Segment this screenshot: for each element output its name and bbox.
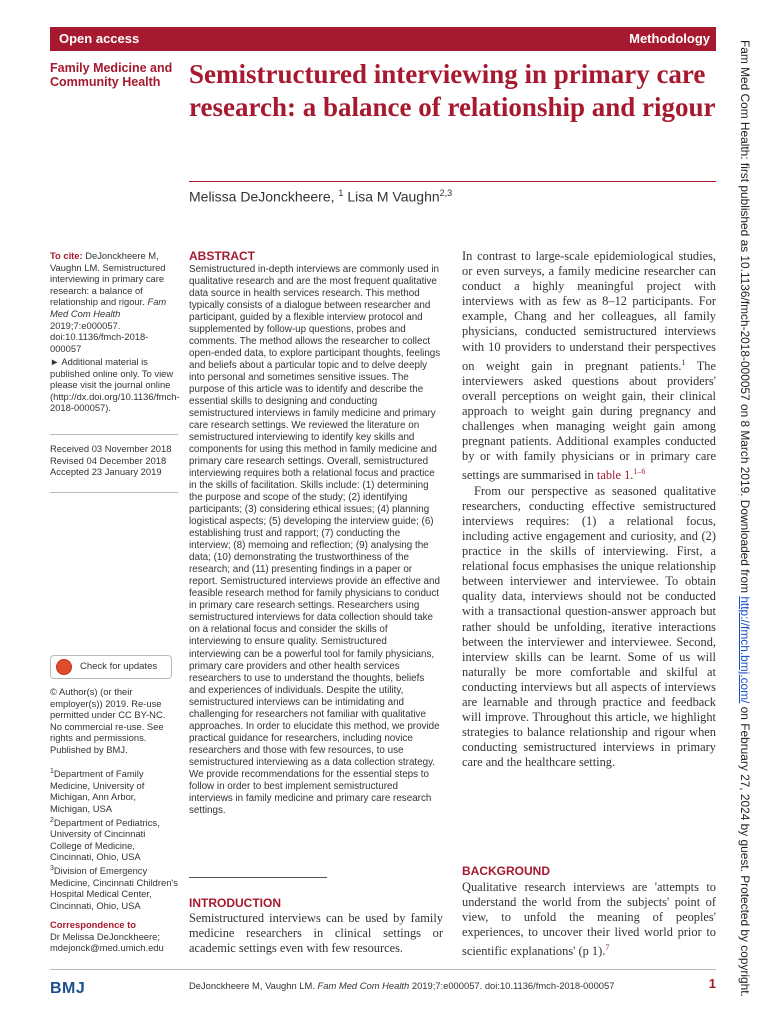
abstract-divider <box>189 877 327 878</box>
download-watermark: Fam Med Com Health: first published as 10.1136/fmch-2018-000057 on 8 March 2019. Downloaded from http://fmch.bmj.com/ on February 27, 2024 by guest. Protected by copyright. <box>738 40 752 997</box>
bmj-logo: BMJ <box>50 980 86 997</box>
affiliations <box>50 766 178 912</box>
introduction-heading: INTRODUCTION <box>189 896 281 910</box>
footer-divider <box>50 969 716 970</box>
correspondence-name: Dr Melissa DeJonckheere; <box>50 930 160 942</box>
license-note: © Author(s) (or their employer(s)) 2019. Re-use permitted under CC BY-NC. No commercial re-use. See rights and permissions. Published by BMJ. <box>50 686 166 755</box>
crossmark-icon <box>56 659 72 675</box>
citation-box <box>50 250 178 354</box>
cite-journal: Fam Med Com Health <box>50 296 167 319</box>
author-1-affil: 1 <box>338 188 344 198</box>
cite-ref: 2019;7:e000057. doi:10.1136/fmch-2018-000057 <box>50 319 149 354</box>
section-label: Methodology <box>629 31 710 46</box>
paragraph: In contrast to large-scale epidemiological studies, or even surveys, a family medicine researcher can conduct a highly meaningful project with interviews with as few as 8–12 participants. For example, Chang and her colleagues, all family physicians, conducted semistructured interviews with 10 providers to understand their perspectives on weight gain in pregnant patients.$^1$ The interviewers asked questions about providers' overall perceptions on weight gain, their clinical approach to weight gain during pregnancy and challenges when managing weight gain among pregnant patients. Additional examples conducted by or with family physicians or in primary care settings are summarised in table 1.$^{1-6}$ <box>462 249 717 483</box>
journal-link[interactable]: http://fmch.bmj.com/ <box>738 596 752 704</box>
cite-label: To cite: <box>50 250 83 261</box>
paragraph: From our perspective as seasoned qualitative researchers, conducting effective semistructured interviews requires: (1) a relational focus, including active engagement and curiosity, and (2) practice in the skills of interviewing. First, a relational focus emphasises the unique relationship between interviewer and interviewee. To obtain quality data, interviews should not be conducted with a transactional question-answer approach but rather should be unfolding, iterative interactions between the interviewer and interviewee. Second, interview skills can be learnt. Some of us will naturally be more comfortable and skilful at conducting interviews but all aspects of interviews are learnable and through practice and feedback will improve. Throughout this article, we highlight strategies to balance relationship and rigour when conducting semistructured interviews in primary care and the healthcare setting. <box>462 483 716 770</box>
author-2: Lisa M Vaughn <box>347 188 440 205</box>
cite-text: DeJonckheere M, Vaughn LM. Semistructured interviewing in primary care research: a balance of relationship and rigour. <box>50 250 166 308</box>
abstract-text: Semistructured in-depth interviews are commonly used in qualitative research and are the most frequent qualitative data source in health services research. This method typically consists of a dialogue between researcher and participant, guided by a flexible interview protocol and supplemented by follow-up questions, probes and comments. The method allows the researcher to collect open-ended data, to explore participant thoughts, feelings and beliefs about a particular topic and to delve deeply into personal and sometimes sensitive issues. The purpose of this article was to identify and describe the essential skills to designing and conducting semistructured interviews in family medicine and primary care research settings. We reviewed the literature on semistructured interviewing to identify key skills and components for using this method in family medicine and primary care research settings. Overall, semistructured interviewing requires both a relational focus and practice in the skills of facilitation. Skills include: (1) determining the purpose and scope of the study; (2) identifying participants; (3) considering ethical issues; (4) planning logistical aspects; (5) developing the interview guide; (6) establishing trust and rapport; (7) conducting the interview; (8) memoing and reflection; (9) analysing the data; (10) demonstrating the trustworthiness of the research; and (11) presenting findings in a paper or report. Semistructured interviews provide an effective and feasible research method for family physicians to conduct in primary care research settings. Researchers using semistructured interviews for data collection should take on a relational focus and consider the skills of interviewing to ensure quality. Semistructured interviewing can be a powerful tool for family physicians, primary care providers and other health services researchers to use to understand the thoughts, beliefs and experiences of individuals. Despite the utility, semistructured interviews can be intimidating and challenging for researchers not familiar with qualitative approaches. In order to elucidate this method, we provide practical guidance for researchers, including novice researchers and those with few resources, to use semistructured interviewing as a data collection strategy. We provide recommendations for the essential steps to follow in order to best implement semistructured interviews in family medicine and primary care research settings. <box>189 264 441 816</box>
top-banner <box>50 27 716 51</box>
sidebar-divider <box>50 492 178 493</box>
body-column <box>462 249 716 770</box>
author-list <box>189 188 452 205</box>
author-1: Melissa DeJonckheere, <box>189 188 335 205</box>
correspondence-email[interactable]: mdejonck@med.umich.edu <box>50 942 164 954</box>
author-2-affil: 2,3 <box>439 188 453 198</box>
article-title: Semistructured interviewing in primary care research: a balance of relationship and rigour <box>189 59 716 122</box>
revised-date: Revised 04 December 2018 <box>50 454 167 466</box>
received-date: Received 03 November 2018 <box>50 443 172 454</box>
journal-name: Family Medicine and Community Health <box>50 61 173 89</box>
accepted-date: Accepted 23 January 2019 <box>50 466 162 478</box>
correspondence <box>50 919 178 954</box>
footer-citation: DeJonckheere M, Vaughn LM. Fam Med Com Health 2019;7:e000057. doi:10.1136/fmch-2018-000057 <box>189 980 615 991</box>
background-heading: BACKGROUND <box>462 864 550 878</box>
introduction-text: Semistructured interviews can be used by family medicine researchers in clinical settings or academic settings even with few resources. <box>189 911 443 956</box>
open-access-label: Open access <box>59 31 140 46</box>
affiliation-2: $^2$Department of Pediatrics, University of Cincinnati College of Medicine, Cincinnati, Ohio, USA <box>50 816 160 863</box>
abstract-heading: ABSTRACT <box>189 249 255 263</box>
title-divider <box>189 181 716 182</box>
additional-material-note: ► Additional material is published online only. To view please visit the journal online (http://dx.doi.org/10.1136/fmch-2018-000057). <box>50 356 180 414</box>
table-link[interactable]: table 1 <box>596 468 631 483</box>
check-for-updates-button[interactable] <box>50 655 172 679</box>
article-dates <box>50 443 178 478</box>
check-for-updates-label: Check for updates <box>80 661 158 672</box>
affiliation-3: $^3$Division of Emergency Medicine, Cincinnati Children's Hospital Medical Center, Cincinnati, Ohio, USA <box>50 865 178 911</box>
affiliation-1: $^1$Department of Family Medicine, University of Michigan, Ann Arbor, Michigan, USA <box>50 768 145 814</box>
background-text: Qualitative research interviews are 'attempts to understand the world from the subjects' point of view, to unfold the meaning of peoples' experiences, to uncover their lived world prior to scientific explanations' (p 1).$^7$ <box>462 880 716 959</box>
page-number: 1 <box>708 976 716 991</box>
correspondence-label: Correspondence to <box>50 919 136 930</box>
sidebar-divider <box>50 434 178 435</box>
